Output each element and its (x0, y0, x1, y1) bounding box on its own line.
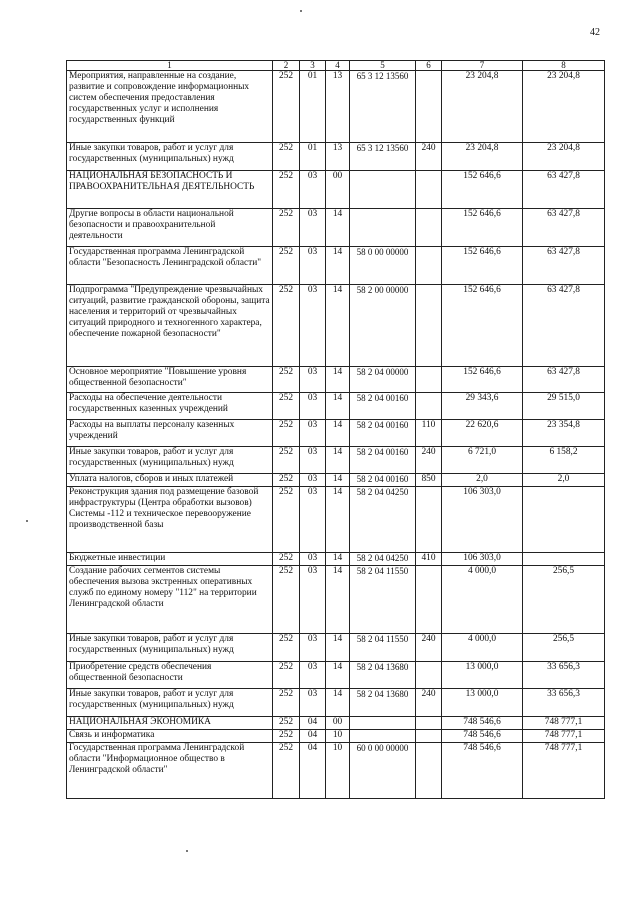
chapter-code-cell: 03 (300, 367, 326, 393)
table-row (67, 71, 605, 143)
subchapter-code-cell: 14 (326, 247, 350, 285)
target-article-cell: 65 3 12 13560 (350, 71, 416, 143)
table-row (67, 247, 605, 285)
target-article-cell: 58 0 00 00000 (350, 247, 416, 285)
target-article-cell (350, 717, 416, 730)
amount-year1-cell: 4 000,0 (442, 566, 523, 634)
amount-year1-cell: 152 646,6 (442, 209, 523, 247)
amount-year2-cell: 63 427,8 (523, 285, 605, 367)
amount-year1-cell: 748 546,6 (442, 717, 523, 730)
target-article-cell: 58 2 04 11550 (350, 566, 416, 634)
target-article-cell: 58 2 04 00160 (350, 420, 416, 447)
table-row (67, 662, 605, 689)
table-row (67, 566, 605, 634)
subchapter-code-cell: 14 (326, 566, 350, 634)
expense-type-cell (416, 367, 442, 393)
chapter-code-cell: 03 (300, 420, 326, 447)
subchapter-code-cell: 13 (326, 71, 350, 143)
header-cell: 1 (67, 61, 273, 71)
amount-year2-cell: 6 158,2 (523, 447, 605, 474)
table-row (67, 209, 605, 247)
section-code-cell: 252 (273, 420, 300, 447)
target-article-cell: 65 3 12 13560 (350, 143, 416, 171)
amount-year1-cell: 4 000,0 (442, 634, 523, 662)
row-name-cell: Расходы на обеспечение деятельности государственных казенных учреждений (67, 393, 273, 420)
chapter-code-cell: 03 (300, 566, 326, 634)
section-code-cell: 252 (273, 209, 300, 247)
header-cell: 8 (523, 61, 605, 71)
row-name-cell: Уплата налогов, сборов и иных платежей (67, 474, 273, 487)
chapter-code-cell: 04 (300, 730, 326, 743)
row-name-cell: Другие вопросы в области национальной безопасности и правоохранительной деятельности (67, 209, 273, 247)
table-row (67, 743, 605, 799)
subchapter-code-cell: 14 (326, 285, 350, 367)
expense-type-cell (416, 743, 442, 799)
section-code-cell: 252 (273, 285, 300, 367)
expense-type-cell: 240 (416, 447, 442, 474)
expense-type-cell (416, 487, 442, 553)
amount-year2-cell: 748 777,1 (523, 717, 605, 730)
amount-year1-cell: 152 646,6 (442, 285, 523, 367)
row-name-cell: Государственная программа Ленинградской области "Информационное общество в Ленинградской области" (67, 743, 273, 799)
subchapter-code-cell: 00 (326, 171, 350, 209)
table-row (67, 553, 605, 566)
amount-year1-cell: 23 204,8 (442, 143, 523, 171)
table-row (67, 447, 605, 474)
amount-year1-cell: 152 646,6 (442, 367, 523, 393)
expense-type-cell (416, 566, 442, 634)
section-code-cell: 252 (273, 171, 300, 209)
subchapter-code-cell: 14 (326, 447, 350, 474)
scan-speck (186, 850, 188, 852)
amount-year2-cell: 23 204,8 (523, 71, 605, 143)
row-name-cell: НАЦИОНАЛЬНАЯ БЕЗОПАСНОСТЬ И ПРАВООХРАНИТЕЛЬНАЯ ДЕЯТЕЛЬНОСТЬ (67, 171, 273, 209)
page-number: 42 (590, 27, 600, 38)
chapter-code-cell: 01 (300, 143, 326, 171)
section-code-cell: 252 (273, 71, 300, 143)
subchapter-code-cell: 14 (326, 393, 350, 420)
target-article-cell: 58 2 04 04250 (350, 487, 416, 553)
section-code-cell: 252 (273, 447, 300, 474)
row-name-cell: НАЦИОНАЛЬНАЯ ЭКОНОМИКА (67, 717, 273, 730)
amount-year2-cell: 23 354,8 (523, 420, 605, 447)
section-code-cell: 252 (273, 566, 300, 634)
row-name-cell: Бюджетные инвестиции (67, 553, 273, 566)
subchapter-code-cell: 14 (326, 420, 350, 447)
target-article-cell: 58 2 04 00160 (350, 393, 416, 420)
chapter-code-cell: 04 (300, 717, 326, 730)
table-row (67, 285, 605, 367)
expense-type-cell (416, 662, 442, 689)
table-row (67, 420, 605, 447)
target-article-cell: 58 2 04 00160 (350, 474, 416, 487)
row-name-cell: Расходы на выплаты персоналу казенных учреждений (67, 420, 273, 447)
amount-year2-cell: 29 515,0 (523, 393, 605, 420)
amount-year1-cell: 106 303,0 (442, 487, 523, 553)
expense-type-cell (416, 209, 442, 247)
amount-year2-cell: 63 427,8 (523, 209, 605, 247)
header-cell: 6 (416, 61, 442, 71)
expense-type-cell: 410 (416, 553, 442, 566)
target-article-cell: 60 0 00 00000 (350, 743, 416, 799)
chapter-code-cell: 03 (300, 662, 326, 689)
subchapter-code-cell: 14 (326, 689, 350, 717)
header-cell: 2 (273, 61, 300, 71)
amount-year1-cell: 2,0 (442, 474, 523, 487)
row-name-cell: Иные закупки товаров, работ и услуг для государственных (муниципальных) нужд (67, 447, 273, 474)
section-code-cell: 252 (273, 717, 300, 730)
target-article-cell: 58 2 04 11550 (350, 634, 416, 662)
target-article-cell: 58 2 04 13680 (350, 662, 416, 689)
table-row (67, 143, 605, 171)
amount-year1-cell: 152 646,6 (442, 171, 523, 209)
expense-type-cell (416, 285, 442, 367)
table-row (67, 689, 605, 717)
amount-year2-cell: 63 427,8 (523, 247, 605, 285)
subchapter-code-cell: 14 (326, 474, 350, 487)
table-row (67, 367, 605, 393)
section-code-cell: 252 (273, 393, 300, 420)
chapter-code-cell: 03 (300, 171, 326, 209)
row-name-cell: Основное мероприятие "Повышение уровня общественной безопасности" (67, 367, 273, 393)
row-name-cell: Связь и информатика (67, 730, 273, 743)
expense-type-cell: 110 (416, 420, 442, 447)
expense-type-cell: 240 (416, 143, 442, 171)
chapter-code-cell: 03 (300, 634, 326, 662)
target-article-cell (350, 209, 416, 247)
amount-year2-cell: 2,0 (523, 474, 605, 487)
target-article-cell: 58 2 04 00000 (350, 367, 416, 393)
amount-year1-cell: 6 721,0 (442, 447, 523, 474)
chapter-code-cell: 03 (300, 393, 326, 420)
amount-year1-cell: 748 546,6 (442, 730, 523, 743)
header-cell: 7 (442, 61, 523, 71)
expense-type-cell (416, 717, 442, 730)
expense-type-cell: 240 (416, 689, 442, 717)
amount-year2-cell: 33 656,3 (523, 662, 605, 689)
amount-year2-cell (523, 487, 605, 553)
row-name-cell: Иные закупки товаров, работ и услуг для государственных (муниципальных) нужд (67, 689, 273, 717)
expense-type-cell (416, 730, 442, 743)
section-code-cell: 252 (273, 143, 300, 171)
row-name-cell: Мероприятия, направленные на создание, развитие и сопровождение информационных систем обеспечения предоставления государственных услуг и исполнения государственных функций (67, 71, 273, 143)
row-name-cell: Подпрограмма "Предупреждение чрезвычайных ситуаций, развитие гражданской обороны, защита населения и территорий от чрезвычайных ситуаций природного и техногенного характера, обеспечение пожарной безопасности" (67, 285, 273, 367)
row-name-cell: Создание рабочих сегментов системы обеспечения вызова экстренных оперативных служб по единому номеру "112" на территории Ленинградской области (67, 566, 273, 634)
table-row (67, 717, 605, 730)
chapter-code-cell: 03 (300, 447, 326, 474)
amount-year2-cell (523, 553, 605, 566)
amount-year1-cell: 152 646,6 (442, 247, 523, 285)
subchapter-code-cell: 10 (326, 730, 350, 743)
scan-speck (26, 520, 28, 522)
chapter-code-cell: 03 (300, 285, 326, 367)
header-cell: 5 (350, 61, 416, 71)
amount-year2-cell: 33 656,3 (523, 689, 605, 717)
row-name-cell: Иные закупки товаров, работ и услуг для государственных (муниципальных) нужд (67, 634, 273, 662)
section-code-cell: 252 (273, 247, 300, 285)
amount-year2-cell: 256,5 (523, 566, 605, 634)
subchapter-code-cell: 13 (326, 143, 350, 171)
header-cell: 3 (300, 61, 326, 71)
amount-year2-cell: 23 204,8 (523, 143, 605, 171)
table-row (67, 171, 605, 209)
budget-table (66, 60, 605, 799)
subchapter-code-cell: 14 (326, 662, 350, 689)
subchapter-code-cell: 14 (326, 209, 350, 247)
amount-year2-cell: 63 427,8 (523, 367, 605, 393)
row-name-cell: Приобретение средств обеспечения общественной безопасности (67, 662, 273, 689)
subchapter-code-cell: 14 (326, 367, 350, 393)
chapter-code-cell: 03 (300, 247, 326, 285)
amount-year1-cell: 106 303,0 (442, 553, 523, 566)
amount-year2-cell: 748 777,1 (523, 730, 605, 743)
table-row (67, 474, 605, 487)
section-code-cell: 252 (273, 662, 300, 689)
amount-year2-cell: 748 777,1 (523, 743, 605, 799)
amount-year1-cell: 748 546,6 (442, 743, 523, 799)
row-name-cell: Государственная программа Ленинградской области "Безопасность Ленинградской области" (67, 247, 273, 285)
chapter-code-cell: 03 (300, 553, 326, 566)
amount-year1-cell: 23 204,8 (442, 71, 523, 143)
section-code-cell: 252 (273, 634, 300, 662)
target-article-cell (350, 730, 416, 743)
expense-type-cell: 240 (416, 634, 442, 662)
section-code-cell: 252 (273, 743, 300, 799)
table-row (67, 487, 605, 553)
expense-type-cell: 850 (416, 474, 442, 487)
chapter-code-cell: 03 (300, 487, 326, 553)
chapter-code-cell: 03 (300, 474, 326, 487)
table-row (67, 730, 605, 743)
section-code-cell: 252 (273, 487, 300, 553)
amount-year1-cell: 29 343,6 (442, 393, 523, 420)
subchapter-code-cell: 00 (326, 717, 350, 730)
row-name-cell: Реконструкция здания под размещение базовой инфраструктуры (Центра обработки вызовов) Системы -112 и техническое перевооружение производственной базы (67, 487, 273, 553)
section-code-cell: 252 (273, 689, 300, 717)
table-row (67, 393, 605, 420)
amount-year1-cell: 22 620,6 (442, 420, 523, 447)
subchapter-code-cell: 14 (326, 487, 350, 553)
subchapter-code-cell: 10 (326, 743, 350, 799)
section-code-cell: 252 (273, 474, 300, 487)
section-code-cell: 252 (273, 730, 300, 743)
expense-type-cell (416, 393, 442, 420)
header-cell: 4 (326, 61, 350, 71)
chapter-code-cell: 01 (300, 71, 326, 143)
section-code-cell: 252 (273, 367, 300, 393)
subchapter-code-cell: 14 (326, 553, 350, 566)
expense-type-cell (416, 247, 442, 285)
target-article-cell: 58 2 04 04250 (350, 553, 416, 566)
subchapter-code-cell: 14 (326, 634, 350, 662)
chapter-code-cell: 03 (300, 689, 326, 717)
target-article-cell: 58 2 04 00160 (350, 447, 416, 474)
scan-speck (300, 10, 302, 12)
target-article-cell: 58 2 00 00000 (350, 285, 416, 367)
amount-year1-cell: 13 000,0 (442, 662, 523, 689)
expense-type-cell (416, 71, 442, 143)
chapter-code-cell: 03 (300, 209, 326, 247)
section-code-cell: 252 (273, 553, 300, 566)
amount-year2-cell: 256,5 (523, 634, 605, 662)
target-article-cell (350, 171, 416, 209)
chapter-code-cell: 04 (300, 743, 326, 799)
target-article-cell: 58 2 04 13680 (350, 689, 416, 717)
table-header-row (67, 61, 605, 71)
amount-year1-cell: 13 000,0 (442, 689, 523, 717)
expense-type-cell (416, 171, 442, 209)
table-row (67, 634, 605, 662)
amount-year2-cell: 63 427,8 (523, 171, 605, 209)
row-name-cell: Иные закупки товаров, работ и услуг для государственных (муниципальных) нужд (67, 143, 273, 171)
